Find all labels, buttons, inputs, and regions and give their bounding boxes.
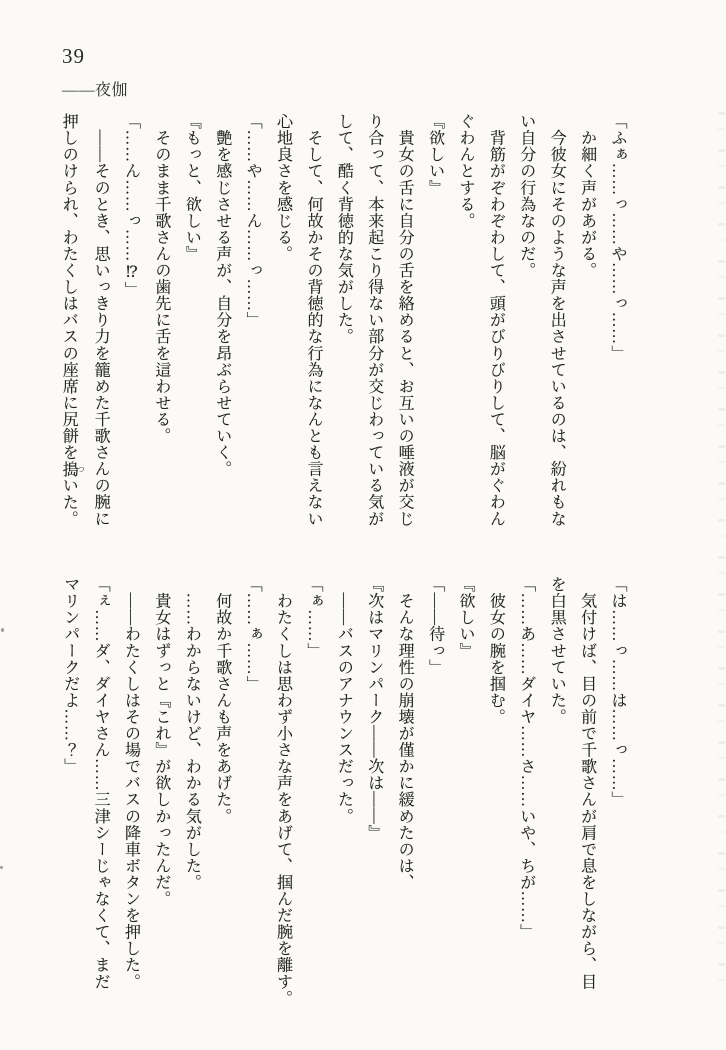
text-line: 何故か千歌さんも声をあげた。 — [213, 576, 231, 825]
text-line: り合って、本来起こり得ない部分が交じわっている気が — [365, 113, 383, 527]
text-line: マリンパークだよ……？」 — [61, 576, 79, 775]
text-line: 「……ん……っ……⁉」 — [122, 113, 140, 299]
text-line: ……わからないけど、わかる気がした。 — [183, 576, 201, 891]
ruby-annotated-word: 搗 つ — [60, 460, 86, 478]
text-line: 押しのけられ、わたくしはバスの座席に尻餅を搗 ついた。 — [60, 113, 86, 527]
text-line: 『欲しい』 — [426, 113, 444, 196]
text-line: 「——待っ」 — [426, 576, 444, 676]
text-line: 艶を感じさせる声が、自分を昂ぶらせていく。 — [213, 113, 231, 478]
text-line: して、酷く背徳的な気がした。 — [335, 113, 353, 345]
text-line: を白黒させていた。 — [548, 576, 566, 725]
running-title: ——夜伽 — [62, 82, 129, 99]
text-line: 「ぇ……ダ、ダイヤさん……三津シーじゃなくて、まだ — [92, 576, 110, 990]
text-line: ——そのとき、思いっきり力を籠めた千歌さんの腕に — [92, 113, 110, 527]
text-line: 貴女の舌に自分の舌を絡めると、お互いの唾液が交じ — [396, 113, 414, 527]
text-line: ぐわんとする。 — [456, 113, 474, 229]
text-line: わたくしは思わず小さな声をあげて、掴んだ腕を離す。 — [274, 576, 292, 1007]
text-line: 「……ぁ……」 — [244, 576, 262, 692]
text-line: そのまま千歌さんの歯先に舌を這わせる。 — [152, 113, 170, 444]
text-line: 「……や……ん……っ……」 — [244, 113, 262, 329]
page-number: 39 — [62, 44, 85, 68]
text-line: ——わたくしはその場でバスの降車ボタンを押した。 — [122, 576, 140, 990]
text-line: 背筋がぞわぞわして、頭がびりびりして、脳がぐわん — [487, 113, 505, 527]
text-line: そんな理性の崩壊が僅かに緩めたのは、 — [396, 576, 414, 891]
text-line: 気付けば、目の前で千歌さんが肩で息をしながら、目 — [578, 576, 596, 990]
text-line: 「は……っ……は……っ……」 — [609, 576, 626, 808]
text-line: 今彼女にそのような声を出させているのは、紛れもな — [548, 113, 566, 527]
text-line: 『次はマリンパーク——次は——』 — [365, 576, 383, 841]
text-line: い自分の行為なのだ。 — [517, 113, 535, 279]
text-line: そして、何故かその背徳的な行為になんとも言えない — [304, 113, 322, 527]
text-line: 「……あ……ダイヤ……さ……いや、ちが……」 — [517, 576, 535, 941]
page-header — [62, 44, 128, 100]
text-line: 「ぁ……」 — [304, 576, 322, 659]
text-line: ——バスのアナウンスだった。 — [335, 576, 353, 825]
text-line: 『もっと、欲しい』 — [183, 113, 201, 262]
scan-speck — [0, 866, 3, 869]
text-line: 「ふぁ……っ……や……っ……」 — [609, 113, 626, 362]
text-line: 貴女はずっと『これ』が欲しかったんだ。 — [152, 576, 170, 907]
text-line: 彼女の腕を掴む。 — [487, 576, 505, 725]
text-line: 『欲しい』 — [456, 576, 474, 659]
furigana: つ — [76, 460, 86, 478]
text-line: 心地良さを感じる。 — [274, 113, 292, 262]
text-line: か細く声があがる。 — [578, 113, 596, 279]
scan-speck — [1, 628, 4, 632]
text-block-upper — [53, 113, 632, 563]
text-block-lower — [54, 576, 632, 1026]
scan-bleed-artifact — [718, 112, 725, 992]
